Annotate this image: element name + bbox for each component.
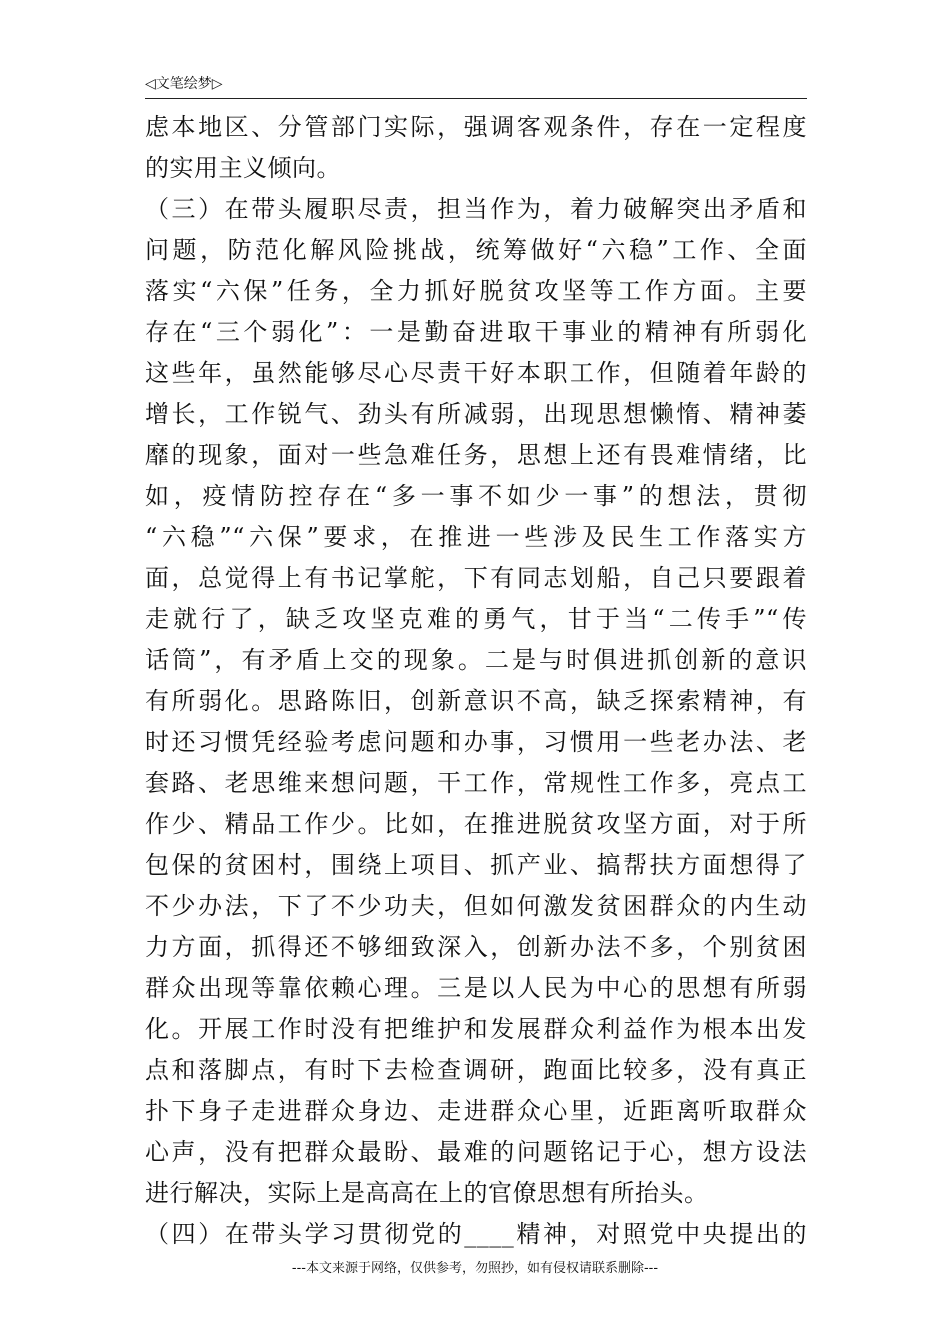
footer-notice: ---本文来源于网络，仅供参考，勿照抄，如有侵权请联系删除---: [291, 1261, 659, 1276]
text-line: 扑下身子走进群众身边、走进群众心里，近距离听取群众: [145, 1097, 807, 1125]
text-line: 时还习惯凭经验考虑问题和办事，习惯用一些老办法、老: [145, 728, 807, 756]
text-line: 靡的现象，面对一些急难任务，思想上还有畏难情绪，比: [145, 441, 807, 469]
page-header: [145, 74, 807, 99]
text-line: 套路、老思维来想问题，干工作，常规性工作多，亮点工: [145, 769, 807, 797]
text-line: （三）在带头履职尽责，担当作为，着力破解突出矛盾和: [145, 195, 807, 223]
text-line: 进行解决，实际上是高高在上的官僚思想有所抬头。: [145, 1179, 709, 1207]
text-line: 走就行了，缺乏攻坚克难的勇气，甘于当“二传手”“传: [145, 605, 807, 633]
text-line: 点和落脚点，有时下去检查调研，跑面比较多，没有真正: [145, 1056, 807, 1084]
text-line: 心声，没有把群众最盼、最难的问题铭记于心，想方设法: [145, 1138, 807, 1166]
text-line: 作少、精品工作少。比如，在推进脱贫攻坚方面，对于所: [145, 810, 807, 838]
text-line: 包保的贫困村，围绕上项目、抓产业、搞帮扶方面想得了: [145, 851, 807, 879]
text-line: 虑本地区、分管部门实际，强调客观条件，存在一定程度: [145, 113, 807, 141]
right-triangle-icon: ▷: [211, 76, 223, 92]
header-title: 文笔绘梦: [155, 76, 212, 92]
document-body: [145, 107, 807, 1255]
text-line: 话筒”，有矛盾上交的现象。二是与时俱进抓创新的意识: [145, 646, 807, 674]
text-line: 存在“三个弱化”：一是勤奋进取干事业的精神有所弱化: [145, 318, 807, 346]
text-line: 化。开展工作时没有把维护和发展群众利益作为根本出发: [145, 1015, 807, 1043]
text-line: 不少办法，下了不少功夫，但如何激发贫困群众的内生动: [145, 892, 807, 920]
text-line: 如，疫情防控存在“多一事不如少一事”的想法，贯彻: [145, 482, 807, 510]
text-line: 力方面，抓得还不够细致深入，创新办法不多，个别贫困: [145, 933, 807, 961]
text-line: 增长，工作锐气、劲头有所减弱，出现思想懒惰、精神萎: [145, 400, 807, 428]
text-line: 有所弱化。思路陈旧，创新意识不高，缺乏探索精神，有: [145, 687, 807, 715]
text-line: 问题，防范化解风险挑战，统筹做好“六稳”工作、全面: [145, 236, 807, 264]
text-line: “六稳”“六保”要求，在推进一些涉及民生工作落实方: [145, 523, 807, 551]
left-triangle-icon: ◁: [145, 76, 156, 92]
text-line: （四）在带头学习贯彻党的____精神，对照党中央提出的: [145, 1220, 807, 1248]
text-line: 落实“六保”任务，全力抓好脱贫攻坚等工作方面。主要: [145, 277, 807, 305]
text-line: 的实用主义倾向。: [145, 154, 341, 182]
text-line: 群众出现等靠依赖心理。三是以人民为中心的思想有所弱: [145, 974, 807, 1002]
text-line: 面，总觉得上有书记掌舵，下有同志划船，自己只要跟着: [145, 564, 807, 592]
text-line: 这些年，虽然能够尽心尽责干好本职工作，但随着年龄的: [145, 359, 807, 387]
